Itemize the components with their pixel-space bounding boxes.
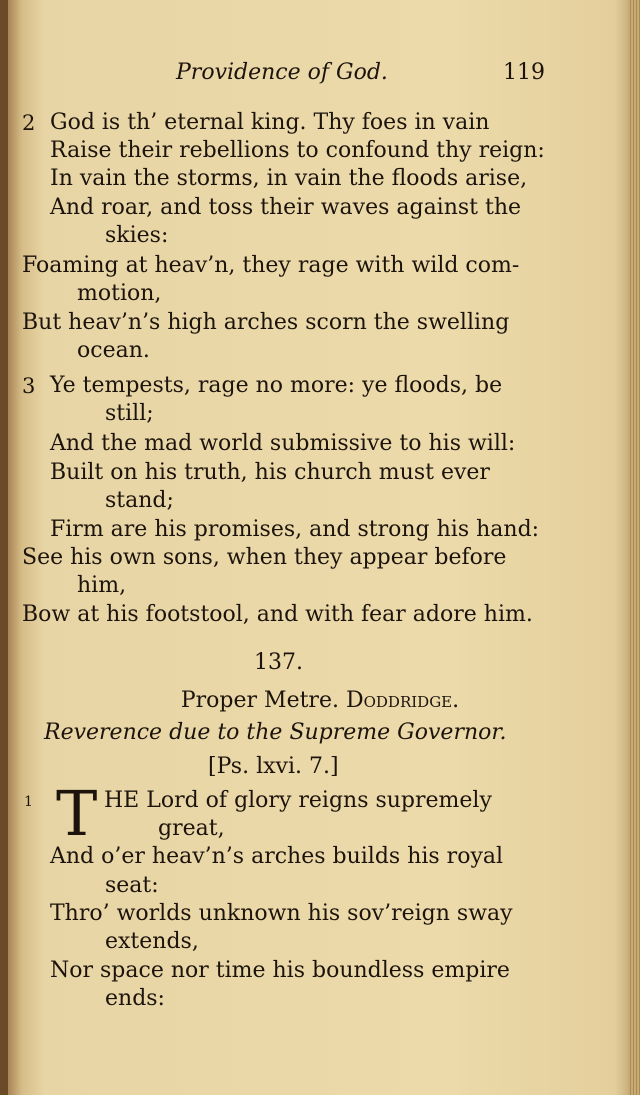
verse-line: great, xyxy=(158,816,225,841)
stanza-number: 3 xyxy=(22,374,36,398)
page-number: 119 xyxy=(503,60,545,85)
verse-line: Firm are his promises, and strong his hand: xyxy=(50,517,540,542)
metre: Proper Metre. xyxy=(180,688,339,713)
verse-line: Raise their rebellions to confound thy reign: xyxy=(50,138,545,163)
hymn-subtitle: Reverence due to the Supreme Governor. xyxy=(44,720,507,745)
verse-line: Ye tempests, rage no more: ye floods, be xyxy=(50,373,503,398)
verse-line: Foaming at heav’n, they rage with wild com- xyxy=(22,253,520,278)
verse-line: And o’er heav’n’s arches builds his royal xyxy=(50,844,504,869)
verse-line: Bow at his footstool, and with fear adore him. xyxy=(22,602,533,627)
psalm-reference: [Ps. lxvi. 7.] xyxy=(208,754,339,779)
verse-line: Built on his truth, his church must ever xyxy=(50,460,490,485)
verse-line: See his own sons, when they appear before xyxy=(22,545,507,570)
verse-line: ocean. xyxy=(77,338,150,363)
metre-line xyxy=(0,688,640,714)
verse-line: stand; xyxy=(105,488,174,513)
hymn-author: Doddridge. xyxy=(345,688,460,713)
verse-line: Thro’ worlds unknown his sov’reign sway xyxy=(50,901,513,926)
verse-line: extends, xyxy=(105,929,199,954)
hymn-number: 137. xyxy=(254,650,303,675)
book-spine xyxy=(0,0,8,1095)
verse-line: In vain the storms, in vain the floods arise, xyxy=(50,166,528,191)
verse-line: Nor space nor time his boundless empire xyxy=(50,958,510,983)
verse-line: skies: xyxy=(105,223,169,248)
verse-line: HE Lord of glory reigns supremely xyxy=(104,788,492,813)
running-head: Providence of God. xyxy=(176,60,388,85)
verse-line: seat: xyxy=(105,873,159,898)
verse-line: And the mad world submissive to his will: xyxy=(50,431,516,456)
page-edges xyxy=(628,0,640,1095)
verse-line: him, xyxy=(77,573,127,598)
verse-line: And roar, and toss their waves against the xyxy=(50,195,522,220)
verse-line: still; xyxy=(105,401,154,426)
verse-line: ends: xyxy=(105,986,165,1011)
drop-cap: T xyxy=(56,777,98,850)
stanza-number: 2 xyxy=(22,111,36,135)
verse-line: motion, xyxy=(77,281,162,306)
verse-line: God is th’ eternal king. Thy foes in vain xyxy=(50,110,490,135)
verse-line: But heav’n’s high arches scorn the swelling xyxy=(22,310,510,335)
stanza-number: 1 xyxy=(24,794,33,810)
